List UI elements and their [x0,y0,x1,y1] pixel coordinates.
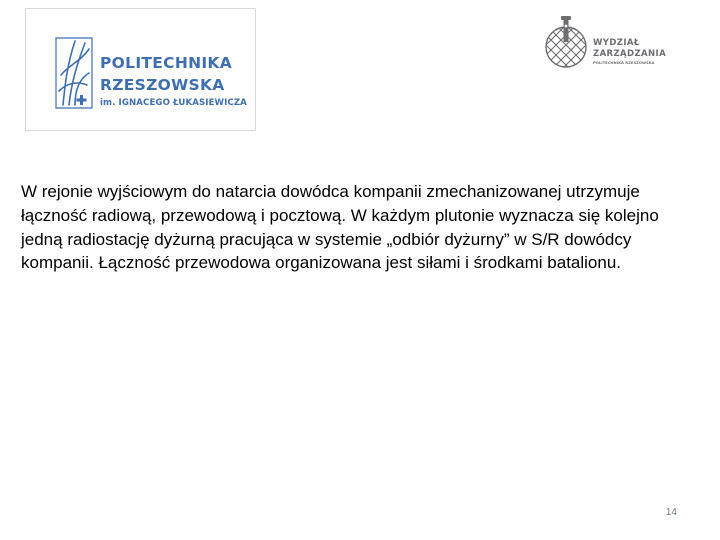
faculty-seal-icon [543,14,591,72]
politechnika-emblem-icon [53,35,95,111]
logo-title-line2: RZESZOWSKA [100,76,225,94]
faculty-name-line1: WYDZIAŁ [593,38,640,48]
page-number: 14 [665,507,677,518]
wydzial-zarzadzania-logo [543,14,678,74]
politechnika-logo [25,8,256,131]
faculty-name-line2: ZARZĄDZANIA [593,49,667,59]
faculty-subtitle: POLITECHNIKA RZESZOWSKA [593,61,655,65]
logo-subtitle: im. IGNACEGO ŁUKASIEWICZA [100,98,247,108]
logo-title-line1: POLITECHNIKA [100,54,233,72]
body-paragraph: W rejonie wyjściowym do natarcia dowódca kompanii zmechanizowanej utrzymuje łączność radiową, przewodową i pocztową. W każdym plutonie wyznacza się kolejno jedną radiostację dyżurną pracująca w systemie „odbiór dyżurny” w S/R dowódcy kompanii. Łączność przewodowa organizowana jest siłami i środkami batalionu. [21,182,659,273]
